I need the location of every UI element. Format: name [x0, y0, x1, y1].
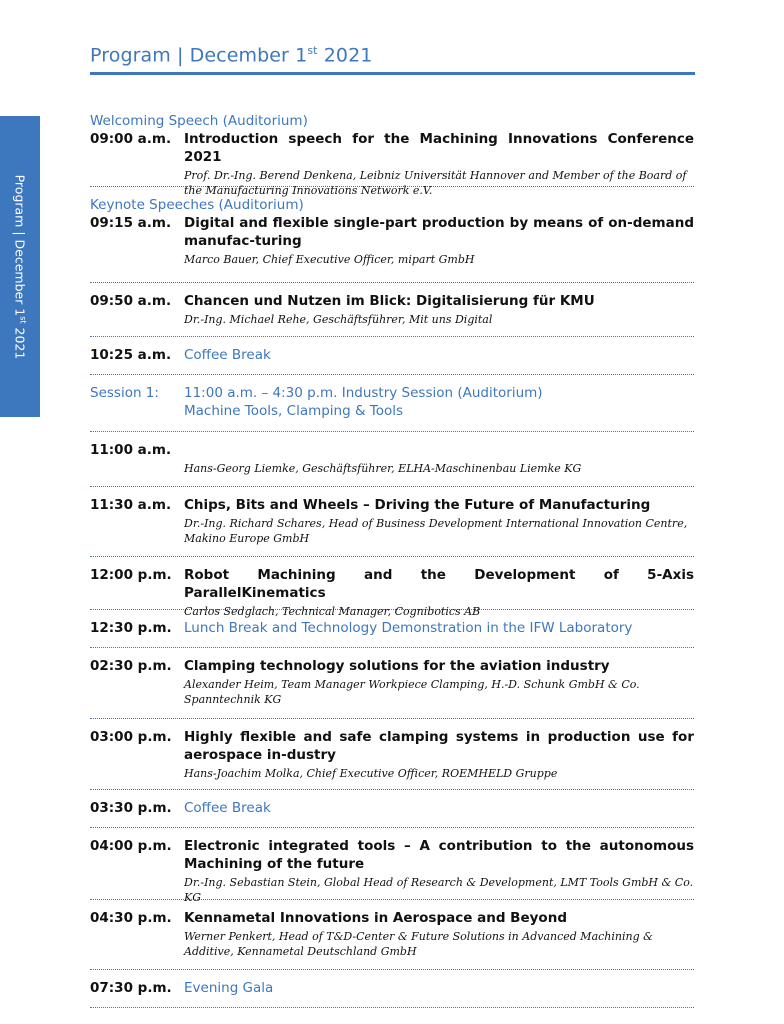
speaker: Dr.-Ing. Richard Schares, Head of Business Development International Innovation Centre, Makino Europe GmbH — [184, 517, 688, 545]
break-title: Coffee Break — [184, 800, 271, 816]
session-time: 11:30 a.m. — [90, 497, 172, 513]
session-time: 04:30 p.m. — [90, 910, 172, 926]
session-time: 03:00 p.m. — [90, 729, 172, 745]
keynote-block — [90, 187, 694, 283]
section-title: Keynote Speeches (Auditorium) — [90, 197, 304, 213]
break-title: Lunch Break and Technology Demonstration in the IFW Laboratory — [184, 620, 633, 636]
welcome-block — [90, 112, 694, 197]
speaker: Marco Bauer, Chief Executive Officer, mipart GmbH — [184, 253, 475, 266]
session-time: 03:30 p.m. — [90, 800, 172, 816]
break-title: Evening Gala — [184, 980, 274, 996]
side-tab-label: Program | December 1st 2021 — [12, 174, 28, 359]
session-time: 09:50 a.m. — [90, 293, 172, 309]
speaker: Dr.-Ing. Michael Rehe, Geschäftsführer, Mit uns Digital — [184, 313, 493, 326]
break-block — [90, 337, 694, 375]
session-title: 11:00 a.m. – 4:30 p.m. Industry Session (Auditorium) — [184, 385, 543, 401]
session-time: 09:00 a.m. — [90, 131, 172, 147]
break-block — [90, 970, 694, 1008]
session-time: 12:30 p.m. — [90, 620, 172, 636]
speaker: Hans-Joachim Molka, Chief Executive Officer, ROEMHELD Gruppe — [184, 767, 558, 780]
talk-block — [90, 719, 694, 790]
talk-block — [90, 487, 694, 557]
section-title: Welcoming Speech (Auditorium) — [90, 113, 308, 129]
session-time: 11:00 a.m. — [90, 442, 172, 458]
talk-block — [90, 648, 694, 719]
session-time: 04:00 p.m. — [90, 838, 172, 854]
talk-title: Kennametal Innovations in Aerospace and Beyond — [184, 910, 567, 926]
speaker: Dr.-Ing. Sebastian Stein, Global Head of Research & Development, LMT Tools GmbH & Co. KG — [184, 876, 694, 904]
session-label: Session 1: — [90, 385, 159, 401]
break-block — [90, 790, 694, 828]
talk-block — [90, 283, 694, 337]
talk-title: Digital and flexible single-part production by means of on-demand manufac-turing — [184, 215, 694, 249]
talk-title: Clamping technology solutions for the aviation industry — [184, 658, 610, 674]
talk-block — [90, 900, 694, 970]
session-time: 02:30 p.m. — [90, 658, 172, 674]
talk-title: Robot Machining and the Development of 5-Axis ParallelKinematics — [184, 567, 694, 601]
talk-block — [90, 557, 694, 618]
talk-block — [90, 432, 694, 487]
break-title: Coffee Break — [184, 347, 271, 363]
talk-title: Chancen und Nutzen im Blick: Digitalisierung für KMU — [184, 293, 595, 309]
program-schedule — [90, 111, 694, 1008]
break-block — [90, 610, 694, 648]
page-header — [90, 44, 695, 75]
speaker: Prof. Dr.-Ing. Berend Denkena, Leibniz Universität Hannover and Member of the Board of the Manufacturing Innovations Network e.V. — [184, 169, 687, 197]
session-time: 09:15 a.m. — [90, 215, 172, 231]
speaker: Carlos Sedglach, Technical Manager, Cognibotics AB — [184, 605, 481, 618]
talk-title: Electronic integrated tools – A contribution to the autonomous Machining of the future — [184, 838, 694, 872]
session-time: 10:25 a.m. — [90, 347, 172, 363]
talk-title: Chips, Bits and Wheels – Driving the Future of Manufacturing — [184, 497, 651, 513]
speaker: Werner Penkert, Head of T&D-Center & Future Solutions in Advanced Machining & Additive, Kennametal Deutschland GmbH — [184, 930, 653, 958]
session-subtitle: Machine Tools, Clamping & Tools — [184, 403, 404, 419]
session-block — [90, 375, 694, 432]
talk-title: Introduction speech for the Machining Innovations Conference 2021 — [184, 131, 694, 165]
talk-block — [90, 828, 694, 904]
session-time: 07:30 p.m. — [90, 980, 172, 996]
side-tab — [0, 116, 40, 417]
speaker: Alexander Heim, Team Manager Workpiece Clamping, H.-D. Schunk GmbH & Co. Spanntechnik KG — [184, 678, 640, 706]
talk-title — [184, 441, 694, 459]
speaker: Hans-Georg Liemke, Geschäftsführer, ELHA-Maschinenbau Liemke KG — [184, 462, 582, 475]
page-title: Program | December 1st 2021 — [90, 44, 373, 67]
talk-title: Highly flexible and safe clamping systems in production use for aerospace in-dustry — [184, 729, 694, 763]
session-time: 12:00 p.m. — [90, 567, 172, 583]
